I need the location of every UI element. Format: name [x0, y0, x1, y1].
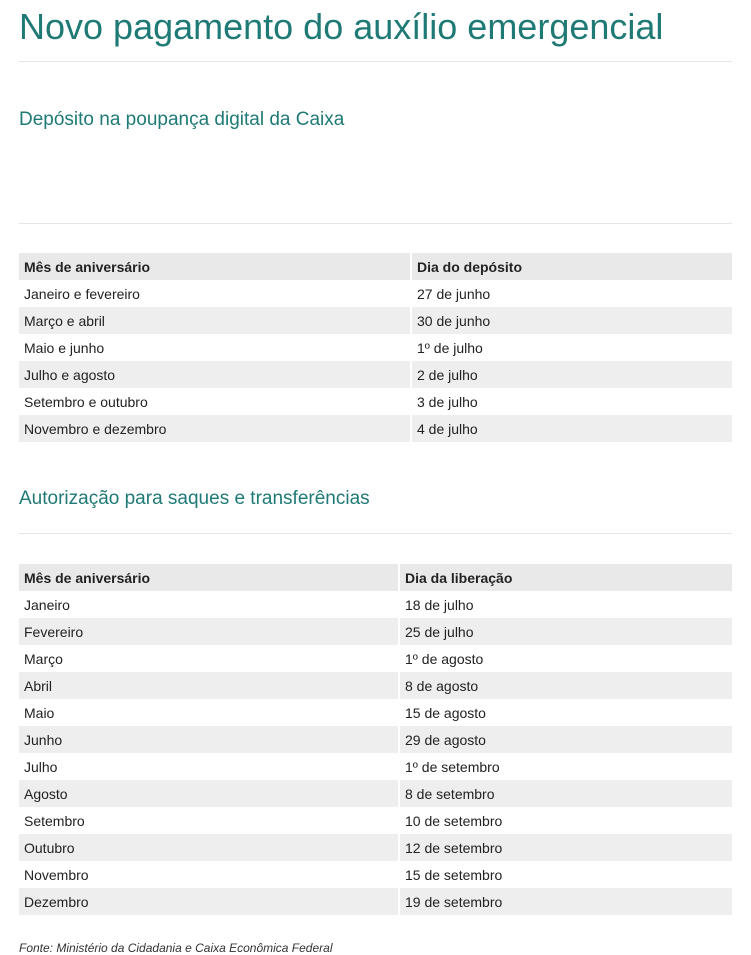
deposit-table-body — [19, 280, 732, 442]
date-cell: 12 de setembro — [399, 834, 732, 861]
table-row — [19, 807, 732, 834]
month-cell: Fevereiro — [19, 618, 399, 645]
date-cell: 1º de julho — [411, 334, 732, 361]
table-row — [19, 591, 732, 618]
date-cell: 25 de julho — [399, 618, 732, 645]
month-cell: Outubro — [19, 834, 399, 861]
date-cell: 10 de setembro — [399, 807, 732, 834]
table-row — [19, 388, 732, 415]
month-cell: Abril — [19, 672, 399, 699]
table-header-row — [19, 253, 732, 280]
table-row — [19, 780, 732, 807]
date-cell: 4 de julho — [411, 415, 732, 442]
table-row — [19, 307, 732, 334]
date-cell: 30 de junho — [411, 307, 732, 334]
month-cell: Janeiro — [19, 591, 399, 618]
table-row — [19, 361, 732, 388]
date-cell: 19 de setembro — [399, 888, 732, 915]
date-cell: 18 de julho — [399, 591, 732, 618]
date-cell: 2 de julho — [411, 361, 732, 388]
table-row — [19, 280, 732, 307]
section-title-saques: Autorização para saques e transferências — [19, 474, 732, 534]
date-cell: 29 de agosto — [399, 726, 732, 753]
column-header: Mês de aniversário — [19, 564, 399, 591]
date-cell: 3 de julho — [411, 388, 732, 415]
table-row — [19, 861, 732, 888]
column-header: Dia do depósito — [411, 253, 732, 280]
date-cell: 15 de agosto — [399, 699, 732, 726]
section-title-deposito: Depósito na poupança digital da Caixa — [19, 62, 732, 224]
table-header-row — [19, 564, 732, 591]
month-cell: Junho — [19, 726, 399, 753]
table-row — [19, 888, 732, 915]
table-row — [19, 726, 732, 753]
date-cell: 8 de agosto — [399, 672, 732, 699]
article — [19, 0, 732, 955]
table-row — [19, 699, 732, 726]
month-cell: Setembro — [19, 807, 399, 834]
month-cell: Agosto — [19, 780, 399, 807]
table-row — [19, 618, 732, 645]
month-cell: Março — [19, 645, 399, 672]
date-cell: 1º de agosto — [399, 645, 732, 672]
month-cell: Novembro — [19, 861, 399, 888]
month-cell: Novembro e dezembro — [19, 415, 411, 442]
month-cell: Maio — [19, 699, 399, 726]
month-cell: Maio e junho — [19, 334, 411, 361]
month-cell: Janeiro e fevereiro — [19, 280, 411, 307]
release-table-body — [19, 591, 732, 915]
column-header: Dia da liberação — [399, 564, 732, 591]
date-cell: 8 de setembro — [399, 780, 732, 807]
table-row — [19, 753, 732, 780]
month-cell: Março e abril — [19, 307, 411, 334]
month-cell: Julho e agosto — [19, 361, 411, 388]
release-table — [19, 564, 732, 915]
column-header: Mês de aniversário — [19, 253, 411, 280]
date-cell: 1º de setembro — [399, 753, 732, 780]
month-cell: Dezembro — [19, 888, 399, 915]
table-row — [19, 334, 732, 361]
source-note: Fonte: Ministério da Cidadania e Caixa Econômica Federal — [19, 941, 333, 955]
page-title: Novo pagamento do auxílio emergencial — [19, 0, 732, 62]
date-cell: 27 de junho — [411, 280, 732, 307]
deposit-table — [19, 253, 732, 442]
month-cell: Setembro e outubro — [19, 388, 411, 415]
month-cell: Julho — [19, 753, 399, 780]
table-row — [19, 415, 732, 442]
date-cell: 15 de setembro — [399, 861, 732, 888]
table-row — [19, 672, 732, 699]
table-row — [19, 834, 732, 861]
table-row — [19, 645, 732, 672]
